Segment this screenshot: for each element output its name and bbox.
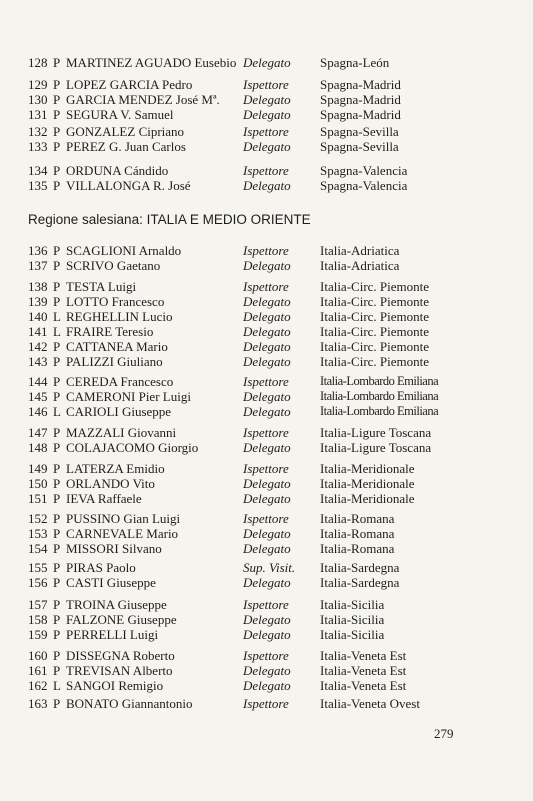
entry-region: Italia-Veneta Est xyxy=(320,648,407,663)
entry-name: COLAJACOMO Giorgio xyxy=(66,440,199,455)
entry-region: Italia-Lombardo Emiliana xyxy=(320,404,439,418)
entry-category: P xyxy=(53,107,61,122)
entry-category: P xyxy=(53,560,61,575)
entry-number: 154 xyxy=(28,541,48,556)
list-item xyxy=(0,294,533,309)
entry-name: LATERZA Emidio xyxy=(66,461,165,476)
entry-role: Delegato xyxy=(243,178,291,193)
entry-region: Italia-Sicilia xyxy=(320,627,385,642)
entry-region: Italia-Adriatica xyxy=(320,258,400,273)
list-item xyxy=(0,575,533,590)
entry-category: P xyxy=(53,511,61,526)
entry-region: Italia-Meridionale xyxy=(320,476,415,491)
entry-category: P xyxy=(53,612,61,627)
entry-region: Spagna-Sevilla xyxy=(320,124,399,139)
list-item xyxy=(0,354,533,369)
entry-role: Delegato xyxy=(243,55,291,70)
entry-role: Delegato xyxy=(243,526,291,541)
entry-category: L xyxy=(53,309,61,324)
entry-category: P xyxy=(53,491,61,506)
entry-name: CATTANEA Mario xyxy=(66,339,168,354)
entry-category: P xyxy=(53,374,61,389)
entry-category: L xyxy=(53,404,61,419)
entry-name: PEREZ G. Juan Carlos xyxy=(66,139,186,154)
entry-role: Sup. Visit. xyxy=(243,560,296,575)
entry-category: P xyxy=(53,258,61,273)
list-item xyxy=(0,374,533,389)
list-item xyxy=(0,612,533,627)
entry-role: Ispettore xyxy=(243,163,289,178)
entry-name: TROINA Giuseppe xyxy=(66,597,167,612)
entry-name: PERRELLI Luigi xyxy=(66,627,159,642)
entry-category: P xyxy=(53,279,61,294)
entry-category: P xyxy=(53,92,61,107)
entry-role: Delegato xyxy=(243,258,291,273)
entry-category: L xyxy=(53,678,61,693)
entry-role: Delegato xyxy=(243,294,291,309)
entry-name: TREVISAN Alberto xyxy=(66,663,173,678)
entry-name: FRAIRE Teresio xyxy=(66,324,154,339)
list-item xyxy=(0,560,533,575)
entry-role: Delegato xyxy=(243,404,291,419)
entry-name: ORDUNA Cándido xyxy=(66,163,169,178)
entry-number: 160 xyxy=(28,648,48,663)
entry-role: Ispettore xyxy=(243,511,289,526)
entry-number: 134 xyxy=(28,163,48,178)
entry-region: Spagna-Valencia xyxy=(320,178,408,193)
list-item xyxy=(0,648,533,663)
list-item xyxy=(0,163,533,178)
entry-region: Spagna-Madrid xyxy=(320,107,401,122)
entry-region: Italia-Ligure Toscana xyxy=(320,440,432,455)
entry-category: P xyxy=(53,648,61,663)
entry-role: Ispettore xyxy=(243,124,289,139)
entry-role: Ispettore xyxy=(243,374,289,389)
entry-role: Delegato xyxy=(243,324,291,339)
entry-region: Italia-Romana xyxy=(320,526,395,541)
entry-category: P xyxy=(53,55,61,70)
entry-number: 163 xyxy=(28,696,48,711)
entry-region: Spagna-León xyxy=(320,55,390,70)
list-item xyxy=(0,324,533,339)
entry-category: P xyxy=(53,354,61,369)
entry-category: P xyxy=(53,425,61,440)
entry-group xyxy=(0,243,533,273)
entry-category: P xyxy=(53,597,61,612)
entry-region: Italia-Sicilia xyxy=(320,612,385,627)
entry-number: 135 xyxy=(28,178,48,193)
entry-role: Delegato xyxy=(243,541,291,556)
entry-name: MARTINEZ AGUADO Eusebio xyxy=(66,55,237,70)
entry-category: P xyxy=(53,526,61,541)
entry-number: 146 xyxy=(28,404,48,419)
entry-name: VILLALONGA R. José xyxy=(66,178,191,193)
entry-name: LOTTO Francesco xyxy=(66,294,165,309)
entry-category: P xyxy=(53,124,61,139)
entry-number: 152 xyxy=(28,511,48,526)
entry-number: 147 xyxy=(28,425,48,440)
entry-group xyxy=(0,461,533,506)
entry-number: 143 xyxy=(28,354,48,369)
entry-role: Delegato xyxy=(243,612,291,627)
entry-role: Ispettore xyxy=(243,597,289,612)
entry-category: P xyxy=(53,163,61,178)
entry-number: 161 xyxy=(28,663,48,678)
entry-number: 131 xyxy=(28,107,48,122)
entry-region: Italia-Circ. Piemonte xyxy=(320,354,430,369)
entry-number: 153 xyxy=(28,526,48,541)
entry-group xyxy=(0,696,533,711)
entry-category: P xyxy=(53,178,61,193)
list-item xyxy=(0,627,533,642)
entry-number: 144 xyxy=(28,374,48,389)
entry-number: 133 xyxy=(28,139,48,154)
entry-role: Ispettore xyxy=(243,648,289,663)
entry-role: Ispettore xyxy=(243,243,289,258)
list-item xyxy=(0,461,533,476)
entry-region: Italia-Sardegna xyxy=(320,560,400,575)
list-item xyxy=(0,440,533,455)
list-item xyxy=(0,124,533,139)
entry-category: P xyxy=(53,243,61,258)
entry-region: Italia-Romana xyxy=(320,511,395,526)
entry-name: FALZONE Giuseppe xyxy=(66,612,177,627)
list-item xyxy=(0,92,533,107)
entry-region: Italia-Circ. Piemonte xyxy=(320,279,430,294)
list-item xyxy=(0,541,533,556)
entry-category: P xyxy=(53,627,61,642)
entry-role: Ispettore xyxy=(243,696,289,711)
entry-category: P xyxy=(53,663,61,678)
entry-group xyxy=(0,279,533,369)
entry-region: Spagna-Madrid xyxy=(320,77,401,92)
entry-name: CARNEVALE Mario xyxy=(66,526,179,541)
entry-category: P xyxy=(53,139,61,154)
entry-group xyxy=(0,511,533,556)
entry-role: Delegato xyxy=(243,575,291,590)
entry-role: Delegato xyxy=(243,92,291,107)
entry-name: SANGOI Remigio xyxy=(66,678,164,693)
entry-region: Italia-Veneta Est xyxy=(320,663,407,678)
entry-region: Italia-Circ. Piemonte xyxy=(320,339,430,354)
list-item xyxy=(0,107,533,122)
list-item xyxy=(0,139,533,154)
entry-role: Delegato xyxy=(243,440,291,455)
entry-name: MAZZALI Giovanni xyxy=(66,425,177,440)
entry-number: 150 xyxy=(28,476,48,491)
entry-region: Italia-Lombardo Emiliana xyxy=(320,374,439,388)
entry-role: Delegato xyxy=(243,309,291,324)
entry-name: CASTI Giuseppe xyxy=(66,575,156,590)
entry-name: PUSSINO Gian Luigi xyxy=(66,511,181,526)
entry-region: Italia-Circ. Piemonte xyxy=(320,309,430,324)
list-item xyxy=(0,491,533,506)
entry-number: 138 xyxy=(28,279,48,294)
entry-region: Spagna-Madrid xyxy=(320,92,401,107)
entry-category: P xyxy=(53,339,61,354)
entry-name: BONATO Giannantonio xyxy=(66,696,193,711)
entry-name: GARCIA MENDEZ José Mª. xyxy=(66,92,220,107)
entry-region: Italia-Veneta Ovest xyxy=(320,696,420,711)
list-item xyxy=(0,696,533,711)
entry-role: Delegato xyxy=(243,339,291,354)
entry-region: Italia-Romana xyxy=(320,541,395,556)
list-item xyxy=(0,663,533,678)
entry-name: ORLANDO Vito xyxy=(66,476,155,491)
list-item xyxy=(0,678,533,693)
entry-name: GONZALEZ Cipriano xyxy=(66,124,185,139)
entry-name: CAMERONI Pier Luigi xyxy=(66,389,191,404)
entry-number: 156 xyxy=(28,575,48,590)
entry-name: REGHELLIN Lucio xyxy=(66,309,173,324)
list-item xyxy=(0,389,533,404)
entry-group xyxy=(0,77,533,122)
entry-region: Italia-Circ. Piemonte xyxy=(320,324,430,339)
entry-name: IEVA Raffaele xyxy=(66,491,142,506)
entry-category: P xyxy=(53,440,61,455)
list-item xyxy=(0,425,533,440)
entry-number: 136 xyxy=(28,243,48,258)
entry-group xyxy=(0,560,533,590)
entry-name: MISSORI Silvano xyxy=(66,541,162,556)
entry-number: 130 xyxy=(28,92,48,107)
entry-number: 151 xyxy=(28,491,48,506)
entry-role: Delegato xyxy=(243,139,291,154)
entry-number: 142 xyxy=(28,339,48,354)
entry-region: Italia-Sardegna xyxy=(320,575,400,590)
entry-region: Italia-Lombardo Emiliana xyxy=(320,389,439,403)
entry-group xyxy=(0,124,533,154)
entry-group xyxy=(0,648,533,693)
entry-category: P xyxy=(53,541,61,556)
entry-role: Ispettore xyxy=(243,461,289,476)
entry-group xyxy=(0,597,533,642)
entry-group xyxy=(0,374,533,419)
entry-name: LOPEZ GARCIA Pedro xyxy=(66,77,193,92)
entry-region: Italia-Sicilia xyxy=(320,597,385,612)
entry-name: SCRIVO Gaetano xyxy=(66,258,161,273)
entry-number: 149 xyxy=(28,461,48,476)
list-item xyxy=(0,526,533,541)
list-item xyxy=(0,279,533,294)
entry-role: Ispettore xyxy=(243,77,289,92)
entry-number: 140 xyxy=(28,309,48,324)
entry-number: 129 xyxy=(28,77,48,92)
entry-name: PIRAS Paolo xyxy=(66,560,136,575)
entry-region: Spagna-Sevilla xyxy=(320,139,399,154)
entry-category: P xyxy=(53,77,61,92)
list-item xyxy=(0,597,533,612)
entry-region: Spagna-Valencia xyxy=(320,163,408,178)
entry-category: P xyxy=(53,294,61,309)
entry-group xyxy=(0,425,533,455)
entry-role: Delegato xyxy=(243,678,291,693)
entry-number: 128 xyxy=(28,55,48,70)
entry-name: SCAGLIONI Arnaldo xyxy=(66,243,182,258)
list-item xyxy=(0,258,533,273)
entry-name: DISSEGNA Roberto xyxy=(66,648,175,663)
entry-role: Ispettore xyxy=(243,279,289,294)
entry-group xyxy=(0,55,533,70)
entry-number: 141 xyxy=(28,324,48,339)
entry-region: Italia-Circ. Piemonte xyxy=(320,294,430,309)
entry-number: 139 xyxy=(28,294,48,309)
entry-region: Italia-Veneta Est xyxy=(320,678,407,693)
entry-number: 155 xyxy=(28,560,48,575)
entry-role: Delegato xyxy=(243,107,291,122)
list-item xyxy=(0,339,533,354)
list-item xyxy=(0,476,533,491)
entry-category: P xyxy=(53,389,61,404)
entry-number: 148 xyxy=(28,440,48,455)
entry-number: 159 xyxy=(28,627,48,642)
entry-category: P xyxy=(53,696,61,711)
entry-name: PALIZZI Giuliano xyxy=(66,354,163,369)
entry-role: Delegato xyxy=(243,663,291,678)
entry-region: Italia-Meridionale xyxy=(320,491,415,506)
list-item xyxy=(0,243,533,258)
entry-name: SEGURA V. Samuel xyxy=(66,107,174,122)
page-number: 279 xyxy=(434,726,454,741)
entry-category: P xyxy=(53,461,61,476)
entry-number: 162 xyxy=(28,678,48,693)
entry-role: Delegato xyxy=(243,476,291,491)
entry-role: Ispettore xyxy=(243,425,289,440)
entry-role: Delegato xyxy=(243,627,291,642)
entry-region: Italia-Meridionale xyxy=(320,461,415,476)
list-item xyxy=(0,178,533,193)
entry-category: L xyxy=(53,324,61,339)
entry-number: 157 xyxy=(28,597,48,612)
entry-role: Delegato xyxy=(243,389,291,404)
entry-region: Italia-Ligure Toscana xyxy=(320,425,432,440)
entry-region: Italia-Adriatica xyxy=(320,243,400,258)
entry-role: Delegato xyxy=(243,491,291,506)
entry-category: P xyxy=(53,575,61,590)
list-item xyxy=(0,511,533,526)
list-item xyxy=(0,404,533,419)
entry-category: P xyxy=(53,476,61,491)
entry-group xyxy=(0,163,533,193)
entry-number: 137 xyxy=(28,258,48,273)
list-item xyxy=(0,55,533,70)
entry-number: 132 xyxy=(28,124,48,139)
entry-number: 145 xyxy=(28,389,48,404)
entry-name: CARIOLI Giuseppe xyxy=(66,404,172,419)
entry-name: CEREDA Francesco xyxy=(66,374,174,389)
list-item xyxy=(0,77,533,92)
list-item xyxy=(0,309,533,324)
entry-number: 158 xyxy=(28,612,48,627)
entry-name: TESTA Luigi xyxy=(66,279,137,294)
entry-role: Delegato xyxy=(243,354,291,369)
section-heading: Regione salesiana: ITALIA E MEDIO ORIENTE xyxy=(28,212,311,227)
